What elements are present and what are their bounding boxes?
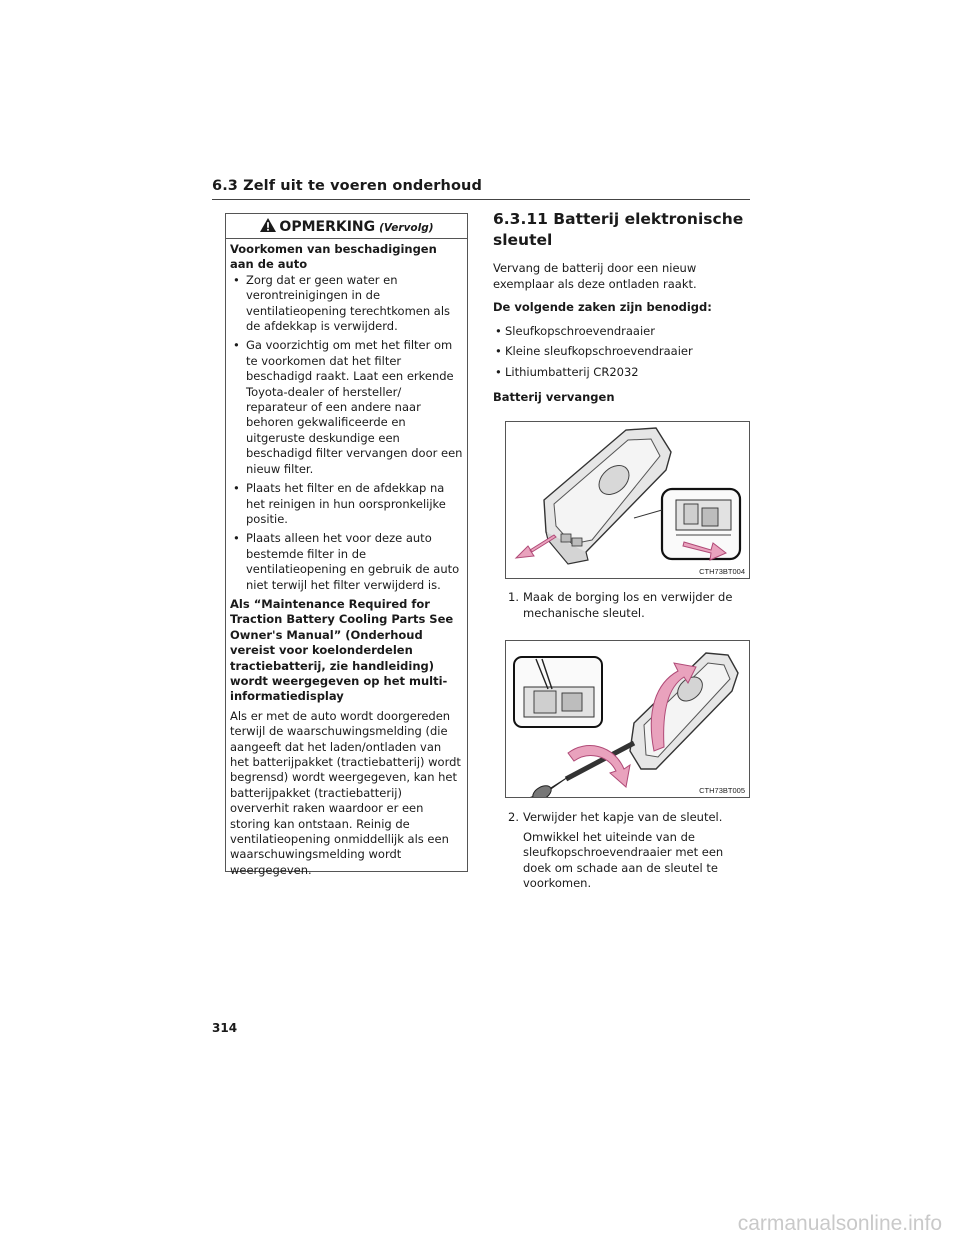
notice-body xyxy=(226,239,467,878)
figure-code: CTH73BT005 xyxy=(699,786,745,795)
figure-key-release xyxy=(505,421,750,579)
notice-bullet: • Ga voorzichtig om met het filter om te voorkomen dat het filter beschadigd raakt. Laat een erkende Toyota-dealer of hersteller/ reparateur of een andere naar behoren gekwalificeerde en uitgeruste deskundige een beschadigd filter vervangen door een nieuw filter. xyxy=(230,338,463,477)
notice-header xyxy=(226,214,467,239)
main-column xyxy=(493,209,753,414)
needed-item: • Sleufkopschroevendraaier xyxy=(493,324,753,340)
intro-paragraph: Vervang de batterij door een nieuw exemplaar als deze ontladen raakt. xyxy=(493,261,697,291)
subheading: Batterij vervangen xyxy=(493,390,615,404)
notice-bullet: • Zorg dat er geen water en verontreinigingen in de ventilatieopening terechtkomen als de afdekkap is verwijderd. xyxy=(230,273,463,335)
main-heading: 6.3.11 Batterij elektronische sleutel xyxy=(493,210,744,249)
key-release-illustration xyxy=(506,422,750,579)
needed-label: De volgende zaken zijn benodigd: xyxy=(493,300,712,314)
step-number: 1. xyxy=(508,590,519,604)
step-text: Verwijder het kapje van de sleutel. xyxy=(523,810,723,824)
warning-triangle-icon xyxy=(259,217,277,233)
step-1 xyxy=(508,590,748,621)
page-number: 314 xyxy=(212,1021,238,1035)
remove-cover-illustration xyxy=(506,641,750,798)
notice-bullet: • Plaats alleen het voor deze auto bestemde filter in de ventilatieopening en gebruik de auto niet terwijl het filter verwijderd is. xyxy=(230,531,463,593)
needed-item: • Kleine sleufkopschroevendraaier xyxy=(493,344,753,360)
notice-title: OPMERKING xyxy=(279,219,376,235)
watermark: carmanualsonline.info xyxy=(737,1212,942,1235)
notice-heading-message: Als “Maintenance Required for Traction Battery Cooling Parts See Owner's Manual” (Onderhoud vereist voor koelonderdelen tractiebatterij, zie handleiding) wordt weergegeven op het multi-informatiedisplay xyxy=(230,596,454,704)
notice-heading-damage: Voorkomen van beschadigingen aan de auto xyxy=(230,242,437,272)
figure-remove-cover xyxy=(505,640,750,798)
step-text: Maak de borging los en verwijder de mechanische sleutel. xyxy=(523,590,733,620)
notice-paragraph: Als er met de auto wordt doorgereden terwijl de waarschuwingsmelding (die aangeeft dat het laden/ontladen van het batterijpakket (tractiebatterij) wordt begrensd) wordt weergegeven, kan het batterijpakket (tractiebatterij) oververhit raken waardoor er een storing kan ontstaan. Reinig de ventilatieopening onmiddellijk als een waarschuwingsmelding wordt weergegeven. xyxy=(230,708,461,877)
notice-bullet: • Plaats het filter en de afdekkap na het reinigen in hun oorspronkelijke positie. xyxy=(230,481,463,527)
needed-item: • Lithiumbatterij CR2032 xyxy=(493,365,753,381)
section-divider xyxy=(212,199,750,200)
step-note: Omwikkel het uiteinde van de sleufkopschroevendraaier met een doek om schade aan de sleutel te voorkomen. xyxy=(523,829,724,890)
figure-code: CTH73BT004 xyxy=(699,567,745,576)
section-title: 6.3 Zelf uit te voeren onderhoud xyxy=(212,178,482,194)
notice-box xyxy=(225,213,468,877)
notice-continued: (Vervolg) xyxy=(379,222,434,234)
step-number: 2. xyxy=(508,810,519,824)
step-2 xyxy=(508,810,748,892)
